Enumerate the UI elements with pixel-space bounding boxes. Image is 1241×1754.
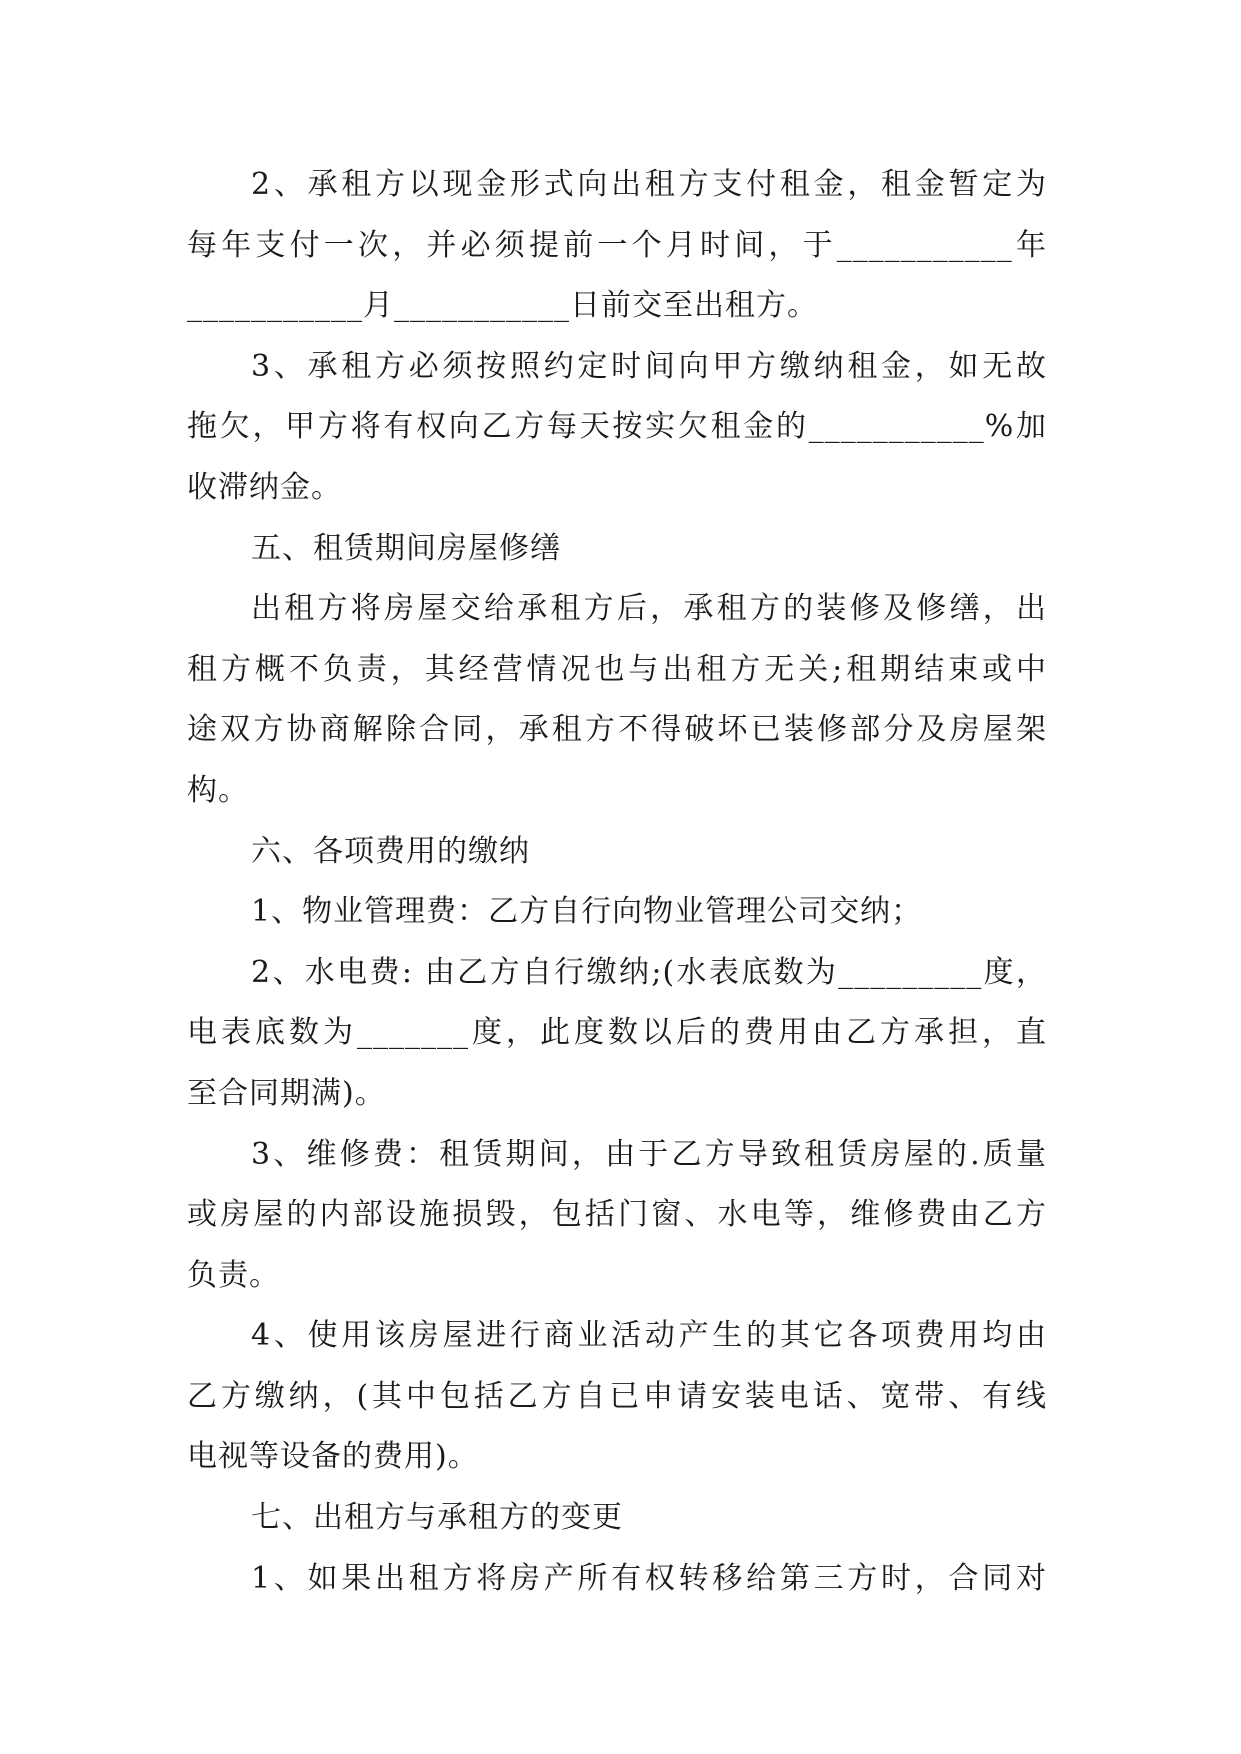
- document-line: 六、各项费用的缴纳: [251, 833, 530, 869]
- document-line: 每年支付一次，并必须提前一个月时间，于___________年: [187, 227, 1047, 263]
- document-line: 1、物业管理费：乙方自行向物业管理公司交纳；: [251, 894, 923, 930]
- document-line: 构。: [187, 772, 249, 808]
- document-line: 或房屋的内部设施损毁，包括门窗、水电等，维修费由乙方: [187, 1197, 1047, 1233]
- document-line: 3、维修费：租赁期间，由于乙方导致租赁房屋的.质量: [251, 1136, 1047, 1172]
- document-line: 五、租赁期间房屋修缮: [251, 530, 561, 566]
- document-line: 1、如果出租方将房产所有权转移给第三方时，合同对: [251, 1560, 1047, 1596]
- document-line: 乙方缴纳，(其中包括乙方自已申请安装电话、宽带、有线: [187, 1378, 1047, 1414]
- document-line: 至合同期满)。: [187, 1075, 386, 1111]
- document-line: 电表底数为_______度，此度数以后的费用由乙方承担，直: [187, 1015, 1047, 1051]
- document-line: 租方概不负责，其经营情况也与出租方无关;租期结束或中: [187, 651, 1047, 687]
- document-line: 4、使用该房屋进行商业活动产生的其它各项费用均由: [251, 1318, 1047, 1354]
- document-line: 电视等设备的费用)。: [187, 1439, 479, 1475]
- document-line: 负责。: [187, 1257, 280, 1293]
- document-line: 途双方协商解除合同，承租方不得破坏已装修部分及房屋架: [187, 712, 1047, 748]
- document-line: 收滞纳金。: [187, 469, 342, 505]
- document-body: [187, 155, 1047, 1609]
- document-line: 2、承租方以现金形式向出租方支付租金，租金暂定为: [251, 167, 1047, 202]
- document-line: 拖欠，甲方将有权向乙方每天按实欠租金的___________%加: [187, 409, 1047, 445]
- document-line: 2、水电费: 由乙方自行缴纳;(水表底数为_________度，: [251, 954, 1047, 990]
- document-line: 七、出租方与承租方的变更: [251, 1500, 623, 1536]
- document-line: 3、承租方必须按照约定时间向甲方缴纳租金，如无故: [251, 348, 1047, 384]
- document-line: 出租方将房屋交给承租方后，承租方的装修及修缮，出: [251, 591, 1047, 627]
- document-line: ___________月___________日前交至出租方。: [187, 288, 818, 324]
